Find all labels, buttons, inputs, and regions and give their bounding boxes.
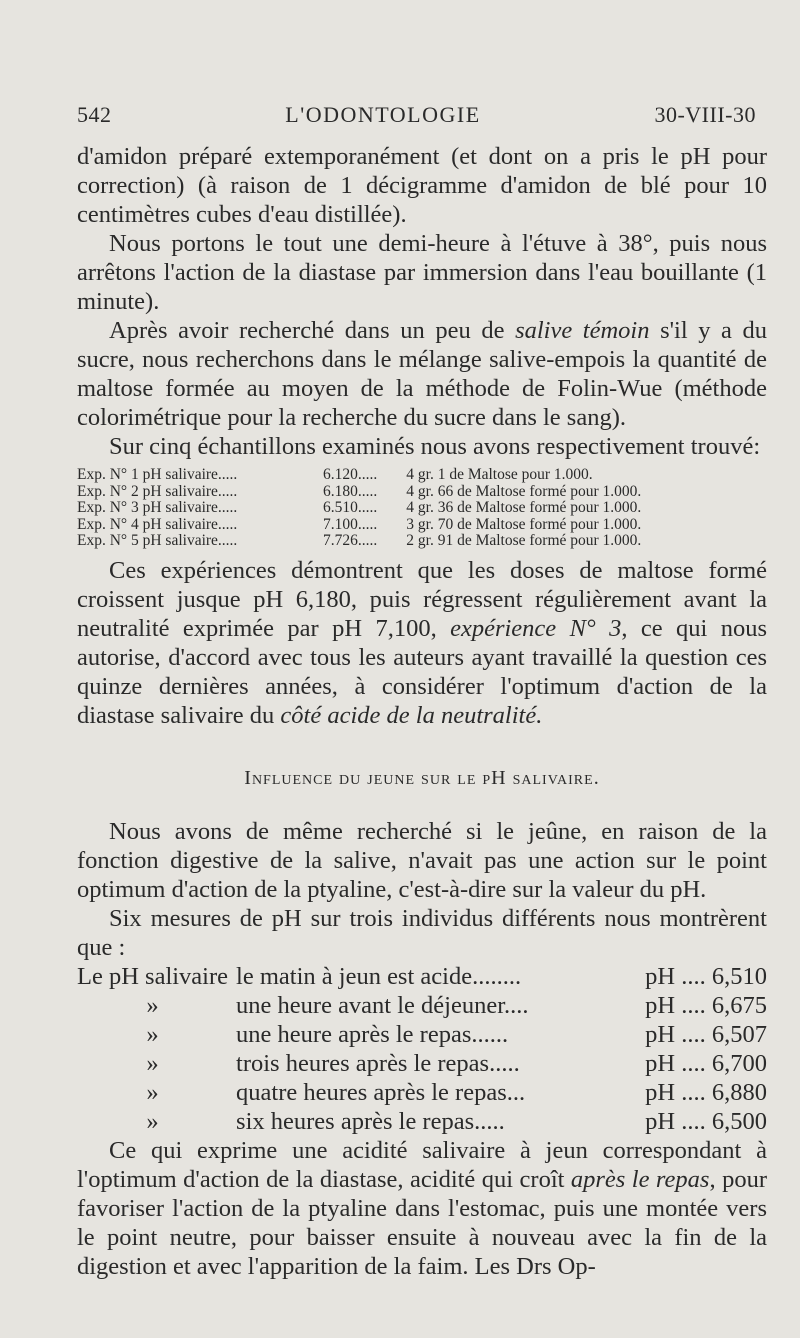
ph-row-value: pH .... 6,510	[645, 962, 767, 990]
exp-ph: 6.510.....	[323, 499, 378, 516]
exp-label: Exp. N° 5 pH salivaire.....	[77, 532, 238, 549]
paragraph-6: Nous avons de même recherché si le jeûne, en raison de la fonction digestive de la salive, n'avait pas une action sur le point optimum d'action de la ptyaline, c'est-à-dire sur la valeur du pH.	[77, 817, 767, 903]
table-row	[77, 991, 767, 1020]
paragraph-5-italic-2: côté acide de la neutralité.	[280, 701, 543, 729]
experiments-table	[77, 467, 767, 550]
exp-ph: 6.120.....	[323, 466, 378, 483]
ph-row-label: six heures après le repas.....	[236, 1107, 505, 1135]
issue-date: 30-VIII-30	[654, 102, 756, 127]
paragraph-5-text-b: , ce qui nous autorise, d'accord avec tous les auteurs ayant travaillé la question ces quinze dernières années, à considérer l'optimum d'action de la diastase salivaire du	[77, 614, 767, 729]
ph-row-value: pH .... 6,700	[645, 1049, 767, 1077]
exp-ph: 7.100.....	[323, 515, 378, 533]
ph-row-value: pH .... 6,675	[645, 991, 767, 1019]
exp-label: Exp. N° 1 pH salivaire.....	[77, 466, 238, 483]
paragraph-4: Sur cinq échantillons examinés nous avons respectivement trouvé:	[109, 433, 761, 460]
paragraph-7: Six mesures de pH sur trois individus différents nous montrèrent que :	[77, 904, 767, 961]
paragraph-8	[77, 1136, 767, 1281]
journal-title: L'ODONTOLOGIE	[285, 102, 481, 127]
ph-row-value: pH .... 6,507	[645, 1020, 767, 1048]
paragraph-2: Nous portons le tout une demi-heure à l'étuve à 38°, puis nous arrêtons l'action de la diastase par immersion dans l'eau bouillante (1 minute).	[77, 230, 767, 315]
table-row	[77, 533, 767, 550]
table-row	[77, 1020, 767, 1049]
exp-result: 4 gr. 36 de Maltose formé pour 1.000.	[406, 499, 642, 516]
page-header	[77, 102, 756, 128]
ditto-mark: »	[146, 1107, 159, 1135]
ph-row-value: pH .... 6,500	[645, 1107, 767, 1135]
paragraph-5	[77, 556, 767, 730]
ph-row-label: une heure après le repas......	[236, 1020, 509, 1048]
ditto-mark: »	[146, 1020, 159, 1048]
ph-row-label: quatre heures après le repas...	[236, 1078, 526, 1106]
exp-result: 3 gr. 70 de Maltose formé pour 1.000.	[406, 515, 642, 533]
ph-row-label: trois heures après le repas.....	[236, 1049, 520, 1077]
exp-label: Exp. N° 2 pH salivaire.....	[77, 482, 238, 500]
paragraph-3	[77, 316, 767, 432]
exp-ph: 6.180.....	[323, 482, 378, 500]
exp-result: 2 gr. 91 de Maltose formé pour 1.000.	[406, 532, 642, 549]
table-row	[77, 467, 767, 484]
section-title: Influence du jeune sur le pH salivaire.	[244, 766, 600, 789]
paragraph-5-italic: expérience N° 3	[450, 614, 622, 642]
ph-row-label: le matin à jeun est acide........	[236, 962, 522, 990]
body-text	[77, 142, 767, 1281]
paragraph-8-text-a: Ce qui exprime une acidité salivaire à jeun correspondant à l'optimum d'action de la diastase, acidité qui croît	[77, 1136, 767, 1193]
exp-result: 4 gr. 66 de Maltose formé pour 1.000.	[406, 482, 642, 500]
ph-row-prefix: Le pH salivaire	[77, 962, 229, 990]
ph-row-value: pH .... 6,880	[645, 1078, 767, 1106]
paragraph-5-text-a: Ces expériences démontrent que les doses de maltose formé croissent jusque pH 6,180, puis régressent régulièrement avant la neutralité exprimée par pH 7,100,	[77, 556, 767, 642]
paragraph-3-italic: salive témoin	[515, 317, 650, 344]
paragraph-3-text-b: s'il y a du sucre, nous recherchons dans le mélange salive-empois la quantité de maltose formée au moyen de la méthode de Folin-Wue (méthode colorimétrique pour la recherche du sucre dans le sang).	[77, 317, 768, 431]
table-row	[77, 517, 767, 534]
table-row	[77, 1078, 767, 1107]
paragraph-3-text-a: Après avoir recherché dans un peu de	[109, 317, 516, 344]
paragraph-1: d'amidon préparé extemporanément (et dont on a pris le pH pour correction) (à raison de 1 décigramme d'amidon de blé pour 10 centimètres cubes d'eau distillée).	[77, 143, 767, 228]
paragraph-8-italic: après le repas	[570, 1165, 710, 1193]
ditto-mark: »	[146, 991, 159, 1019]
exp-label: Exp. N° 3 pH salivaire.....	[77, 499, 238, 516]
table-row	[77, 962, 767, 991]
paragraph-8-text-b: , pour favoriser l'action de la ptyaline dans l'estomac, puis une montée vers le point neutre, pour baisser ensuite à nouveau avec la fin de la digestion et avec l'apparition de la faim. Les Drs Op-	[77, 1165, 767, 1280]
table-row	[77, 484, 767, 501]
exp-label: Exp. N° 4 pH salivaire.....	[77, 515, 238, 533]
table-row	[77, 1107, 767, 1136]
ditto-mark: »	[146, 1049, 159, 1077]
ditto-mark: »	[146, 1078, 159, 1106]
ph-measures-table	[77, 962, 767, 1136]
exp-ph: 7.726.....	[323, 532, 378, 549]
ph-row-label: une heure avant le déjeuner....	[236, 991, 529, 1019]
table-row	[77, 1049, 767, 1078]
page-number: 542	[77, 102, 112, 127]
exp-result: 4 gr. 1 de Maltose pour 1.000.	[406, 466, 593, 483]
table-row	[77, 500, 767, 517]
